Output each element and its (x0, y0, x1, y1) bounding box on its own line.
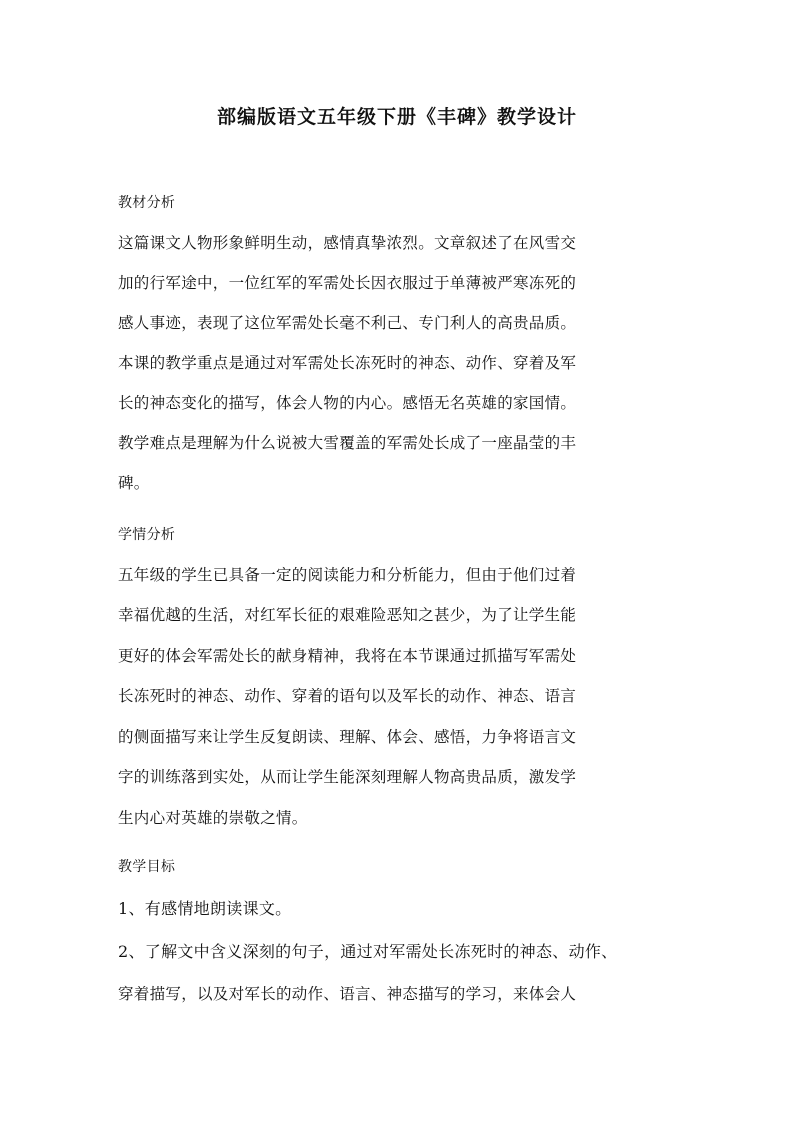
objective-item: 2、了解文中含义深刻的句子，通过对军需处长冻死时的神态、动作、 (118, 942, 618, 961)
paragraph-line: 长冻死时的神态、动作、穿着的语句以及军长的动作、神态、语言 (118, 687, 577, 705)
section-heading-student-analysis: 学情分析 (118, 527, 176, 543)
paragraph-line: 的侧面描写来让学生反复朗读、理解、体会、感悟，力争将语言文 (118, 728, 577, 746)
paragraph-line: 加的行军途中，一位红军的军需处长因衣服过于单薄被严寒冻死的 (118, 274, 577, 292)
paragraph-line: 五年级的学生已具备一定的阅读能力和分析能力，但由于他们过着 (118, 566, 577, 584)
paragraph-line: 字的训练落到实处，从而让学生能深刻理解人物高贵品质，激发学 (118, 768, 577, 786)
objective-item: 1、有感情地朗读课文。 (118, 899, 292, 918)
paragraph-line: 碑。 (118, 474, 150, 492)
section-heading-textbook-analysis: 教材分析 (118, 195, 176, 211)
paragraph-line: 长的神态变化的描写，体会人物的内心。感悟无名英雄的家国情。 (118, 394, 577, 412)
paragraph-line: 幸福优越的生活，对红军长征的艰难险恶知之甚少，为了让学生能 (118, 606, 577, 624)
document-title: 部编版语文五年级下册《丰碑》教学设计 (216, 106, 577, 128)
section-heading-teaching-objectives: 教学目标 (118, 859, 176, 875)
paragraph-line: 更好的体会军需处长的献身精神，我将在本节课通过抓描写军需处 (118, 647, 577, 665)
paragraph-line: 这篇课文人物形象鲜明生动，感情真挚浓烈。文章叙述了在风雪交 (118, 234, 577, 252)
paragraph-line: 穿着描写，以及对军长的动作、语言、神态描写的学习，来体会人 (118, 985, 577, 1003)
paragraph-line: 生内心对英雄的崇敬之情。 (118, 809, 308, 827)
paragraph-line: 感人事迹，表现了这位军需处长毫不利己、专门利人的高贵品质。 (118, 314, 577, 332)
paragraph-line: 教学难点是理解为什么说被大雪覆盖的军需处长成了一座晶莹的丰 (118, 434, 577, 452)
paragraph-line: 本课的教学重点是通过对军需处长冻死时的神态、动作、穿着及军 (118, 354, 577, 372)
